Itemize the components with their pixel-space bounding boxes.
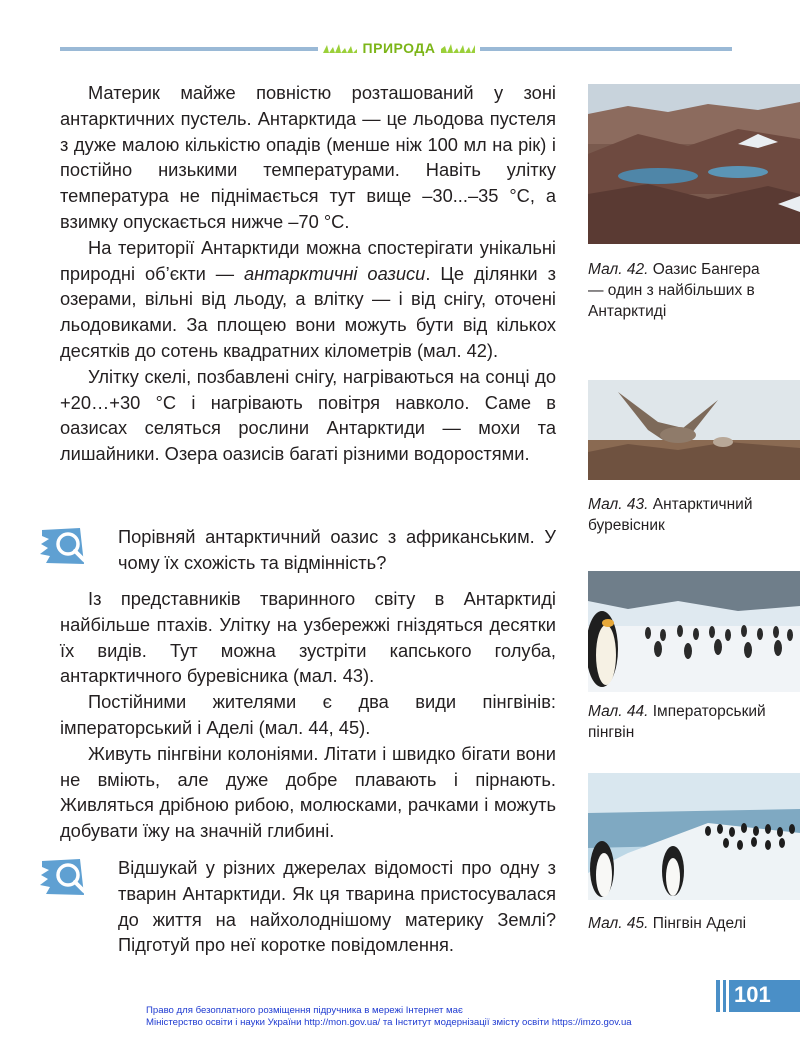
question-block (40, 524, 560, 576)
text-block-2 (60, 586, 556, 844)
question-text: Відшукай у різних джерелах відомості про одну з тварин Антарктиди. Як ця тварина пристосувалася до життя на найхолоднішому материку Землі? Підготуй про неї коротке повідомлення. (118, 857, 556, 956)
photo-emperor-penguin (588, 571, 800, 692)
footer-line: Міністерство освіти і науки України http://mon.gov.ua/ та Інститут модернізації змісту освіти https://imzo.gov.ua (146, 1017, 632, 1028)
figure-caption: Мал. 45. Пінгвін Аделі (588, 915, 747, 932)
petrel-image (588, 380, 800, 480)
header-rule-left (60, 47, 318, 51)
caption-label: Мал. 45. (588, 915, 649, 932)
footer-notice (146, 1005, 706, 1029)
figure-caption: Мал. 44. Імператорський пінгвін (588, 703, 766, 741)
paragraph: Із представників тваринного світу в Антарктиді найбільше птахів. Улітку на узбережжі гніздяться десятки їх видів. Тут можна зустріти капського голуба, антарктичного буревісника (мал. 43). (60, 588, 556, 687)
magnifier-question-icon (40, 857, 96, 897)
question-text: Порівняй антарктичний оазис з африканським. У чому їх схожість та відмінність? (118, 526, 556, 573)
caption-label: Мал. 42. (588, 261, 649, 278)
caption-label: Мал. 43. (588, 496, 649, 513)
grass-ornament-icon (323, 43, 357, 53)
page-number: 101 (734, 982, 771, 1007)
adelie-penguin-image (588, 773, 800, 900)
page-number-tab (716, 980, 800, 1012)
question-block (40, 855, 560, 958)
text-block-1 (60, 80, 556, 467)
paragraph-oasis: На території Антарктиди можна спостерігати унікальні природні об’єкти — антарктичні оазиси. Це ділянки з озерами, вільні від льоду, а влітку — і від снігу, оточені льодовиками. За площею вони можуть бути від кількох десятків до сотень квадратних кілометрів (мал. 42). (60, 236, 556, 361)
section-header (318, 38, 480, 58)
paragraph: Улітку скелі, позбавлені снігу, нагріваються на сонці до +20…+30 °С і нагрівають повітря навколо. Саме в оазисах селяться рослини Антарктиди — мохи та лишайники. Озера оазисів багаті різними водоростями. (60, 365, 556, 465)
term-emphasis: антарктичні оазиси (244, 262, 426, 284)
magnifier-question-icon (40, 526, 96, 566)
footer-line: Право для безоплатного розміщення підручника в мережі Інтернет має (146, 1005, 463, 1016)
photo-oasis (588, 84, 800, 244)
paragraph: Материк майже повністю розташований у зоні антарктичних пустель. Антарктида — це льодова пустеля з дуже малою кількістю опадів (менше ніж 100 мл на рік) і постійно низькими температурами. Навіть улітку температура не піднімається тут вище –30...–35 °С, а взимку опускається нижче –70 °С. (60, 82, 556, 232)
photo-adelie-penguin (588, 773, 800, 900)
figure-caption: Мал. 43. Антарктичний буревісник (588, 496, 753, 534)
header-rule-right (480, 47, 732, 51)
oasis-landscape-image (588, 84, 800, 244)
section-title: ПРИРОДА (362, 40, 436, 56)
paragraph: Живуть пінгвіни колоніями. Літати і швидко бігати вони не вміють, але дуже добре плавають і пірнають. Живляться дрібною рибою, молюсками, рачками і можуть добувати їжу на значній глибині. (60, 742, 556, 842)
caption-label: Мал. 44. (588, 703, 649, 720)
figure-caption: Мал. 42. Оазис Бангера — один з найбільших в Антарктиді (588, 261, 760, 320)
emperor-penguin-image (588, 571, 800, 692)
paragraph: Постійними жителями є два види пінгвінів: імператорський і Аделі (мал. 44, 45). (60, 691, 556, 738)
photo-petrel (588, 380, 800, 480)
grass-ornament-icon (441, 43, 475, 53)
